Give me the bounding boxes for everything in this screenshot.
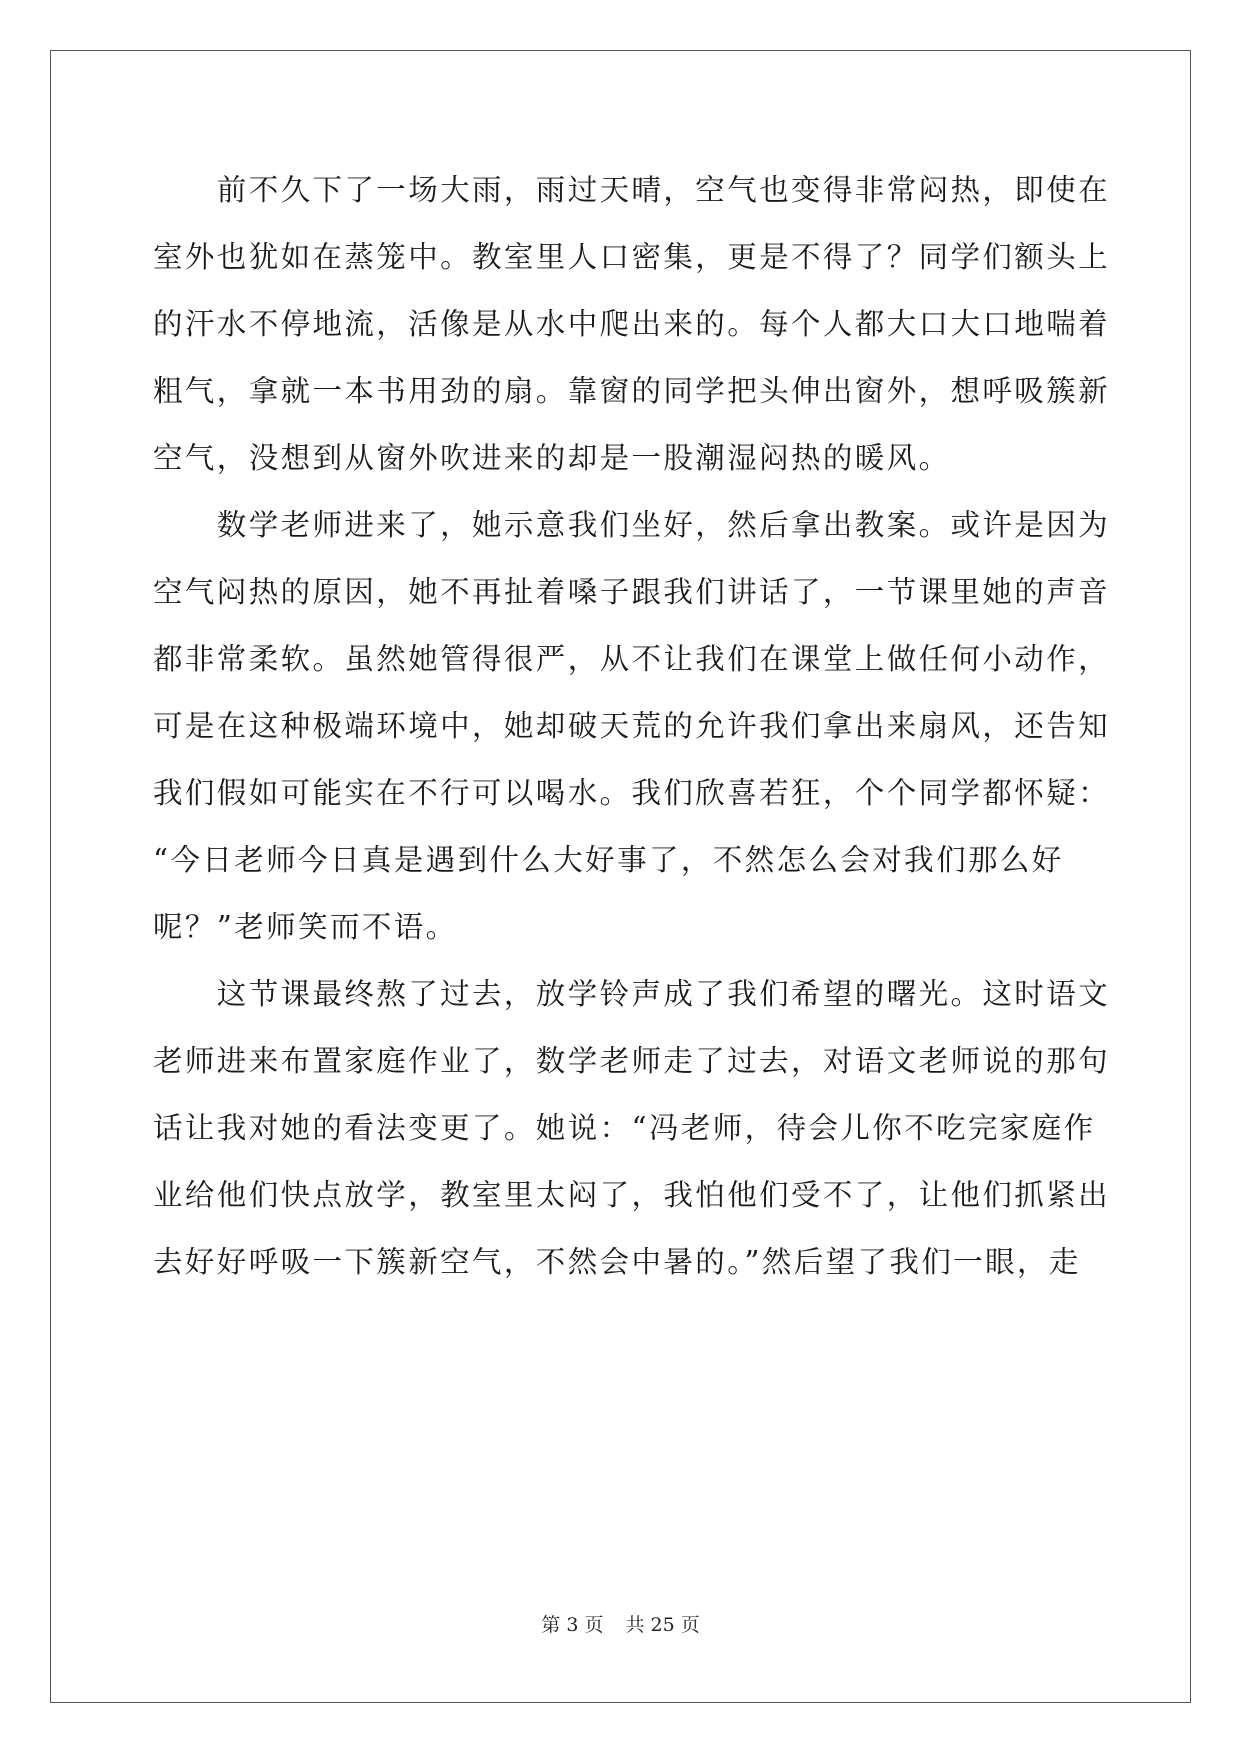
text-line: 业给他们快点放学，教室里太闷了，我怕他们受不了，让他们抓紧出 (153, 1178, 1111, 1212)
text-line: 前不久下了一场大雨，雨过天晴，空气也变得非常闷热，即使在 (153, 173, 1111, 207)
text-line: 老师进来布置家庭作业了，数学老师走了过去，对语文老师说的那句 (153, 1044, 1111, 1078)
text-line: 数学老师进来了，她示意我们坐好，然后拿出教案。或许是因为 (153, 508, 1111, 542)
page-footer (0, 1610, 1241, 1637)
text-line: 去好好呼吸一下簇新空气，不然会中暑的。”然后望了我们一眼，走 (153, 1245, 1081, 1279)
text-line: 粗气，拿就一本书用劲的扇。靠窗的同学把头伸出窗外，想呼吸簇新 (153, 374, 1111, 408)
text-line: 的汗水不停地流，活像是从水中爬出来的。每个人都大口大口地喘着 (153, 307, 1111, 341)
text-line: 空气闷热的原因，她不再扯着嗓子跟我们讲话了，一节课里她的声音 (153, 575, 1111, 609)
text-line: “今日老师今日真是遇到什么大好事了，不然怎么会对我们那么好 (153, 843, 1064, 877)
text-line: 这节课最终熬了过去，放学铃声成了我们希望的曙光。这时语文 (153, 977, 1111, 1011)
text-line: 室外也犹如在蒸笼中。教室里人口密集，更是不得了？同学们额头上 (153, 240, 1111, 274)
page-number: 第 3 页 (541, 1614, 604, 1636)
text-line: 都非常柔软。虽然她管得很严，从不让我们在课堂上做任何小动作， (153, 642, 1111, 676)
text-line: 话让我对她的看法变更了。她说：“冯老师，待会儿你不吃完家庭作 (153, 1111, 1096, 1145)
text-line: 空气，没想到从窗外吹进来的却是一股潮湿闷热的暖风。 (153, 441, 951, 475)
text-line: 可是在这种极端环境中，她却破天荒的允许我们拿出来扇风，还告知 (153, 709, 1111, 743)
text-line: 我们假如可能实在不行可以喝水。我们欣喜若狂，个个同学都怀疑： (153, 776, 1111, 810)
text-line: 呢？”老师笑而不语。 (153, 910, 458, 944)
page-total: 共 25 页 (625, 1614, 700, 1636)
